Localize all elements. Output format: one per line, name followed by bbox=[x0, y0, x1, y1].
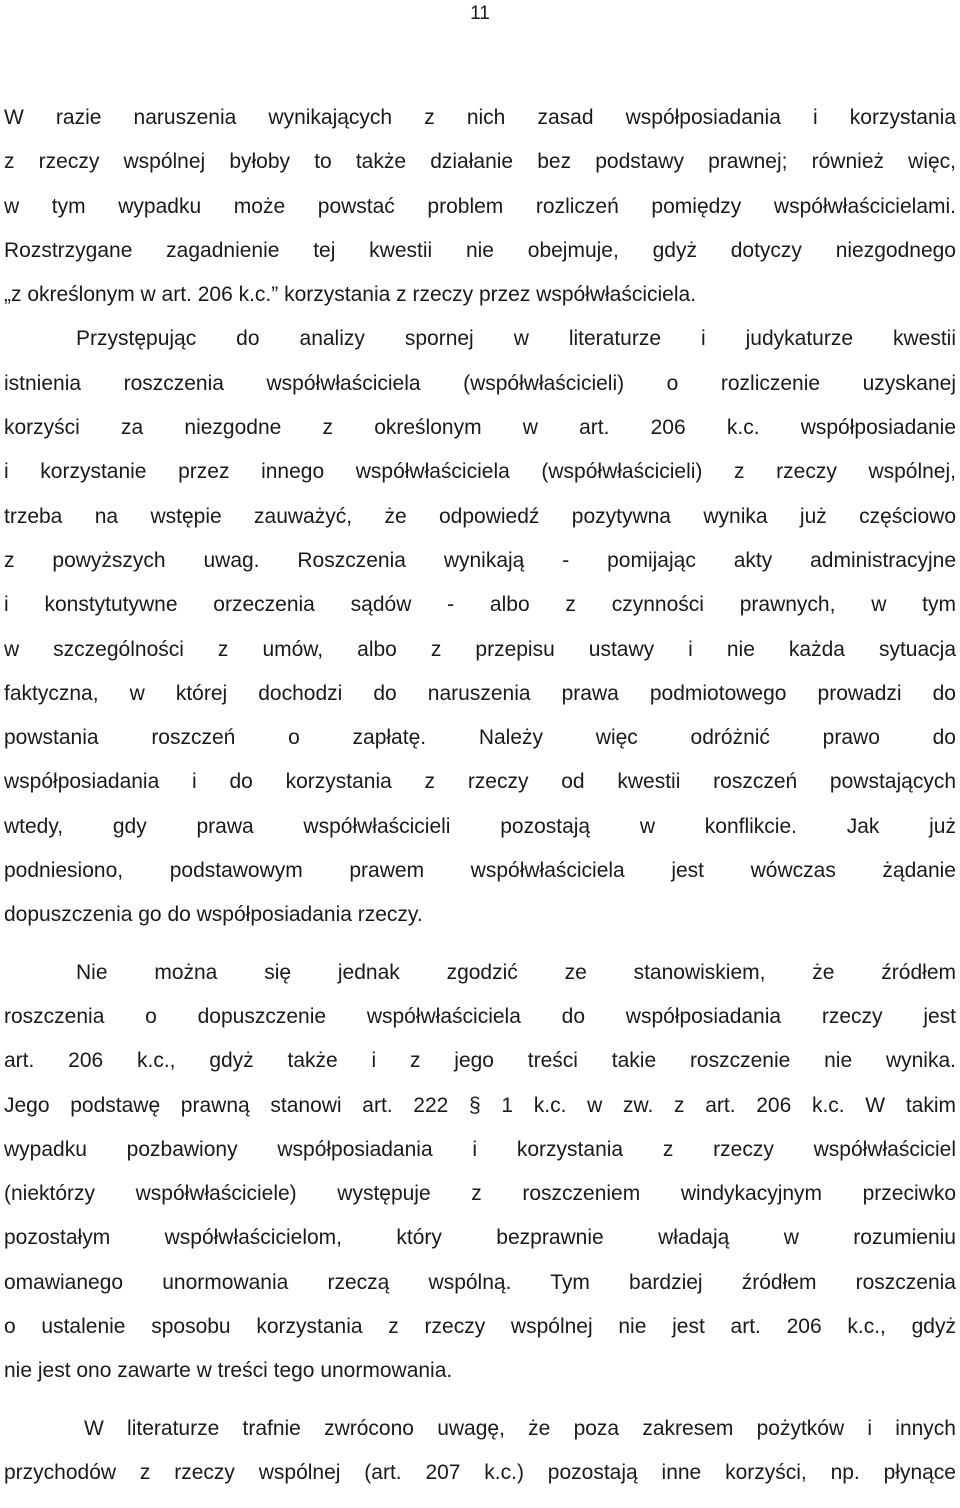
text-line: powstania roszczeń o zapłatę. Należy więc odróżnić prawo do bbox=[4, 726, 956, 750]
text-line: art. 206 k.c., gdyż także i z jego treści takie roszczenie nie wynika. bbox=[4, 1049, 956, 1073]
text-line: Rozstrzygane zagadnienie tej kwestii nie obejmuje, gdyż dotyczy niezgodnego bbox=[4, 238, 956, 262]
paragraph bbox=[4, 317, 956, 937]
text-line: korzyści za niezgodne z określonym w art. 206 k.c. współposiadanie bbox=[4, 416, 956, 440]
text-line: nie jest ono zawarte w treści tego unormowania. bbox=[4, 1359, 453, 1383]
text-line: pozostałym współwłaścicielom, który bezprawnie władają w rozumieniu bbox=[4, 1226, 956, 1250]
text-line: Jego podstawę prawną stanowi art. 222 § 1 k.c. w zw. z art. 206 k.c. W takim bbox=[4, 1093, 956, 1117]
text-line: w szczególności z umów, albo z przepisu ustawy i nie każda sytuacja bbox=[4, 637, 956, 661]
paragraph bbox=[4, 951, 956, 1394]
text-line: „z określonym w art. 206 k.c.” korzystania z rzeczy przez współwłaściciela. bbox=[4, 283, 697, 307]
text-line: wtedy, gdy prawa współwłaścicieli pozostają w konflikcie. Jak już bbox=[4, 814, 956, 838]
text-line: i korzystanie przez innego współwłaściciela (współwłaścicieli) z rzeczy wspólnej, bbox=[4, 460, 956, 484]
text-line: W literaturze trafnie zwrócono uwagę, że poza zakresem pożytków i innych bbox=[84, 1416, 956, 1440]
text-line: z powyższych uwag. Roszczenia wynikają - pomijając akty administracyjne bbox=[4, 548, 956, 572]
text-line: Przystępując do analizy spornej w literaturze i judykaturze kwestii bbox=[76, 327, 956, 351]
text-line: dopuszczenia go do współposiadania rzeczy. bbox=[4, 903, 423, 927]
text-line: Nie można się jednak zgodzić ze stanowiskiem, że źródłem bbox=[76, 960, 956, 984]
text-line: w tym wypadku może powstać problem rozliczeń pomiędzy współwłaścicielami. bbox=[4, 194, 956, 218]
text-line: istnienia roszczenia współwłaściciela (współwłaścicieli) o rozliczenie uzyskanej bbox=[4, 371, 956, 395]
document-body bbox=[4, 96, 956, 1495]
text-line: faktyczna, w której dochodzi do naruszenia prawa podmiotowego prowadzi do bbox=[4, 681, 956, 705]
paragraph-gap bbox=[4, 938, 956, 951]
text-line: o ustalenie sposobu korzystania z rzeczy wspólnej nie jest art. 206 k.c., gdyż bbox=[4, 1315, 956, 1339]
text-line: (niektórzy współwłaściciele) występuje z roszczeniem windykacyjnym przeciwko bbox=[4, 1182, 956, 1206]
page-number: 11 bbox=[470, 3, 490, 24]
text-line: podniesiono, podstawowym prawem współwłaściciela jest wówczas żądanie bbox=[4, 859, 956, 883]
text-line: i konstytutywne orzeczenia sądów - albo z czynności prawnych, w tym bbox=[4, 593, 956, 617]
text-line: roszczenia o dopuszczenie współwłaściciela do współposiadania rzeczy jest bbox=[4, 1004, 956, 1028]
text-line: W razie naruszenia wynikających z nich zasad współposiadania i korzystania bbox=[4, 106, 956, 129]
text-line: wypadku pozbawiony współposiadania i korzystania z rzeczy współwłaściciel bbox=[4, 1137, 956, 1161]
paragraph bbox=[4, 1407, 956, 1496]
text-line: przychodów z rzeczy wspólnej (art. 207 k.c.) pozostają inne korzyści, np. płynące bbox=[4, 1460, 956, 1484]
text-line: z rzeczy wspólnej byłoby to także działanie bez podstawy prawnej; również więc, bbox=[4, 150, 956, 174]
text-line: współposiadania i do korzystania z rzeczy od kwestii roszczeń powstających bbox=[4, 770, 956, 794]
text-line: trzeba na wstępie zauważyć, że odpowiedź pozytywna wynika już częściowo bbox=[4, 504, 956, 528]
text-line: omawianego unormowania rzeczą wspólną. Tym bardziej źródłem roszczenia bbox=[4, 1270, 956, 1294]
paragraph bbox=[4, 96, 956, 317]
paragraph-gap bbox=[4, 1394, 956, 1407]
